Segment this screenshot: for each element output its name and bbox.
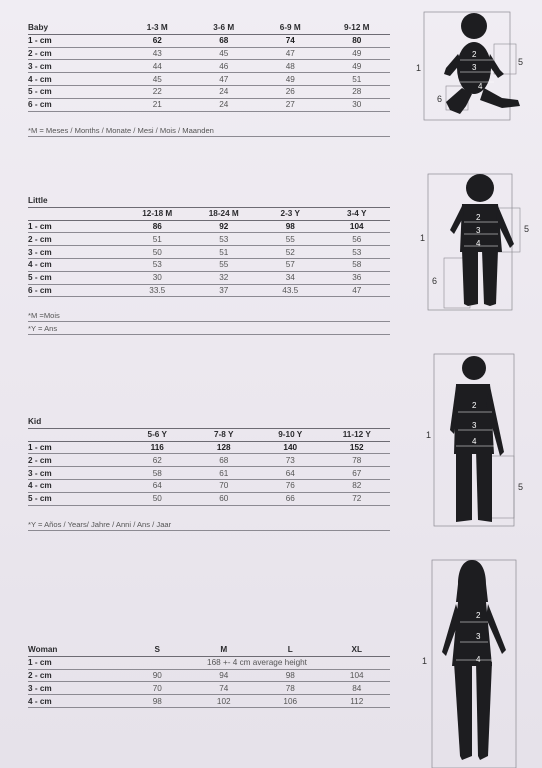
- table-cell: 58: [124, 467, 191, 480]
- table-cell: 72: [324, 492, 391, 505]
- figure-label: 3: [476, 226, 481, 235]
- table-cell: 60: [191, 492, 258, 505]
- table-row: [28, 60, 390, 73]
- table-row: [28, 682, 390, 695]
- table-cell: 47: [257, 47, 324, 60]
- column-header: 3-4 Y: [324, 207, 391, 220]
- table-cell: 152: [324, 441, 391, 454]
- table-cell: 45: [191, 47, 258, 60]
- table-cell: 48: [257, 60, 324, 73]
- table-cell: 50: [124, 492, 191, 505]
- woman-silhouette-icon: [416, 556, 536, 768]
- woman-size-table: [28, 644, 390, 708]
- figure-label: 3: [476, 632, 481, 641]
- table-cell: 98: [257, 669, 324, 682]
- figure-label: 4: [476, 239, 481, 248]
- table-header-row: [28, 428, 390, 441]
- table-title-row: [28, 416, 390, 428]
- table-header-row: [28, 22, 390, 34]
- kid-footnote: *Y = Años / Years/ Jahre / Anni / Ans / Jaar: [28, 518, 390, 531]
- table-cell: 21: [124, 98, 191, 111]
- table-cell: 106: [257, 695, 324, 708]
- table-cell: 47: [324, 284, 391, 297]
- table-cell: 33.5: [124, 284, 191, 297]
- table-cell: 128: [191, 441, 258, 454]
- table-cell: 104: [324, 220, 391, 233]
- row-label: 2 - cm: [28, 669, 124, 682]
- row-label: 5 - cm: [28, 271, 124, 284]
- table-cell: 28: [324, 85, 391, 98]
- table-row: [28, 233, 390, 246]
- row-label: 1 - cm: [28, 220, 124, 233]
- table-cell: 56: [324, 233, 391, 246]
- table-cell: 26: [257, 85, 324, 98]
- table-cell: 37: [191, 284, 258, 297]
- table-cell: 45: [124, 73, 191, 86]
- column-header: 2-3 Y: [257, 207, 324, 220]
- column-header: 7-8 Y: [191, 428, 258, 441]
- table-row: [28, 454, 390, 467]
- table-cell: 49: [257, 73, 324, 86]
- table-cell: 24: [191, 98, 258, 111]
- table-cell: 51: [124, 233, 191, 246]
- figure-label: 1: [416, 63, 422, 73]
- table-cell: 78: [324, 454, 391, 467]
- little-footnote-months: *M =Mois: [28, 309, 390, 322]
- table-cell: 51: [191, 246, 258, 259]
- row-label: 5 - cm: [28, 492, 124, 505]
- table-cell: 73: [257, 454, 324, 467]
- woman-size-section: [28, 644, 390, 708]
- figure-label: 5: [518, 57, 524, 67]
- table-cell: 64: [257, 467, 324, 480]
- table-cell: 24: [191, 85, 258, 98]
- table-row: [28, 656, 390, 669]
- table-cell: 86: [124, 220, 191, 233]
- table-header-row: [28, 207, 390, 220]
- table-cell: 22: [124, 85, 191, 98]
- little-footnote-years: *Y = Ans: [28, 322, 390, 335]
- figure-label: 4: [472, 437, 477, 446]
- table-cell: 27: [257, 98, 324, 111]
- column-header: 12-18 M: [124, 207, 191, 220]
- table-cell: 30: [124, 271, 191, 284]
- row-label: 1 - cm: [28, 34, 124, 47]
- row-label: 2 - cm: [28, 233, 124, 246]
- table-cell: 53: [324, 246, 391, 259]
- table-header-row: [28, 644, 390, 656]
- baby-silhouette-icon: [412, 10, 532, 122]
- table-row: [28, 441, 390, 454]
- figure-label: 6: [437, 94, 443, 104]
- column-header: 9-12 M: [324, 22, 391, 34]
- row-label: 2 - cm: [28, 454, 124, 467]
- figure-label: 2: [476, 611, 481, 620]
- kid-size-section: [28, 416, 390, 531]
- figure-label: 2: [472, 401, 477, 410]
- kid-size-table: [28, 416, 390, 506]
- table-cell: 112: [324, 695, 391, 708]
- figure-label: 6: [432, 276, 438, 286]
- table-cell: 55: [191, 258, 258, 271]
- table-cell: 68: [191, 454, 258, 467]
- figure-label: 3: [472, 421, 477, 430]
- table-cell: 43: [124, 47, 191, 60]
- table-cell: 47: [191, 73, 258, 86]
- table-cell: 61: [191, 467, 258, 480]
- table-cell: 55: [257, 233, 324, 246]
- column-header: 11-12 Y: [324, 428, 391, 441]
- figure-label: 5: [524, 224, 530, 234]
- baby-footnote: *M = Meses / Months / Monate / Mesi / Mois / Maanden: [28, 124, 390, 137]
- table-title-row: [28, 195, 390, 207]
- table-row: [28, 98, 390, 111]
- little-size-section: [28, 195, 390, 335]
- table-cell: 74: [191, 682, 258, 695]
- table-row: [28, 695, 390, 708]
- row-label: 3 - cm: [28, 682, 124, 695]
- column-header: 5-6 Y: [124, 428, 191, 441]
- table-cell: 53: [124, 258, 191, 271]
- figure-label: 4: [476, 655, 481, 664]
- table-row: [28, 669, 390, 682]
- table-row: [28, 34, 390, 47]
- row-label: 3 - cm: [28, 467, 124, 480]
- table-cell: 30: [324, 98, 391, 111]
- table-cell: 51: [324, 73, 391, 86]
- average-height-note: 168 +- 4 cm average height: [124, 656, 390, 669]
- column-header: 6-9 M: [257, 22, 324, 34]
- table-cell: 43.5: [257, 284, 324, 297]
- figure-label: 5: [518, 482, 524, 492]
- row-label: 6 - cm: [28, 98, 124, 111]
- row-label: 3 - cm: [28, 246, 124, 259]
- figure-label: 3: [472, 63, 477, 72]
- table-cell: 140: [257, 441, 324, 454]
- figure-label: 1: [422, 656, 428, 666]
- table-cell: 66: [257, 492, 324, 505]
- row-label: 1 - cm: [28, 656, 124, 669]
- table-cell: 76: [257, 479, 324, 492]
- table-row: [28, 492, 390, 505]
- table-cell: 49: [324, 47, 391, 60]
- figure-label: 2: [472, 50, 477, 59]
- column-header: S: [124, 644, 191, 656]
- little-title: Little: [28, 195, 124, 207]
- figure-label: 2: [476, 213, 481, 222]
- baby-size-section: [28, 22, 390, 137]
- table-row: [28, 220, 390, 233]
- woman-title: Woman: [28, 644, 124, 656]
- table-cell: 62: [124, 454, 191, 467]
- table-cell: 78: [257, 682, 324, 695]
- table-row: [28, 479, 390, 492]
- table-cell: 49: [324, 60, 391, 73]
- table-cell: 36: [324, 271, 391, 284]
- baby-measurement-figure: [412, 10, 532, 122]
- column-header: 1-3 M: [124, 22, 191, 34]
- table-cell: 57: [257, 258, 324, 271]
- table-cell: 50: [124, 246, 191, 259]
- table-cell: 53: [191, 233, 258, 246]
- row-label: 5 - cm: [28, 85, 124, 98]
- figure-label: 1: [420, 233, 426, 243]
- row-label: 3 - cm: [28, 60, 124, 73]
- woman-measurement-figure: [416, 556, 536, 768]
- table-cell: 102: [191, 695, 258, 708]
- table-row: [28, 271, 390, 284]
- table-row: [28, 467, 390, 480]
- table-cell: 34: [257, 271, 324, 284]
- table-row: [28, 246, 390, 259]
- table-cell: 90: [124, 669, 191, 682]
- column-header: L: [257, 644, 324, 656]
- table-cell: 68: [191, 34, 258, 47]
- table-cell: 116: [124, 441, 191, 454]
- little-size-table: [28, 195, 390, 297]
- row-label: 4 - cm: [28, 73, 124, 86]
- table-cell: 70: [124, 682, 191, 695]
- table-row: [28, 73, 390, 86]
- row-label: 4 - cm: [28, 258, 124, 271]
- table-cell: 84: [324, 682, 391, 695]
- table-row: [28, 85, 390, 98]
- column-header: 3-6 M: [191, 22, 258, 34]
- table-cell: 98: [124, 695, 191, 708]
- table-cell: 64: [124, 479, 191, 492]
- row-label: 6 - cm: [28, 284, 124, 297]
- table-cell: 80: [324, 34, 391, 47]
- table-row: [28, 258, 390, 271]
- figure-label: 1: [426, 430, 432, 440]
- table-cell: 70: [191, 479, 258, 492]
- row-label: 4 - cm: [28, 479, 124, 492]
- table-cell: 98: [257, 220, 324, 233]
- table-row: [28, 284, 390, 297]
- row-label: 4 - cm: [28, 695, 124, 708]
- table-cell: 58: [324, 258, 391, 271]
- row-label: 1 - cm: [28, 441, 124, 454]
- table-cell: 74: [257, 34, 324, 47]
- figure-label: 4: [478, 82, 483, 91]
- baby-size-table: [28, 22, 390, 112]
- kid-title: Kid: [28, 416, 124, 428]
- table-cell: 104: [324, 669, 391, 682]
- column-header: 18-24 M: [191, 207, 258, 220]
- table-cell: 67: [324, 467, 391, 480]
- kid-silhouette-icon: [420, 350, 536, 528]
- row-label: 2 - cm: [28, 47, 124, 60]
- baby-title: Baby: [28, 22, 124, 34]
- table-cell: 52: [257, 246, 324, 259]
- column-header: M: [191, 644, 258, 656]
- column-header: XL: [324, 644, 391, 656]
- table-cell: 32: [191, 271, 258, 284]
- table-cell: 44: [124, 60, 191, 73]
- kid-measurement-figure: [420, 350, 536, 528]
- little-measurement-figure: [414, 170, 536, 312]
- table-cell: 94: [191, 669, 258, 682]
- little-silhouette-icon: [414, 170, 536, 312]
- table-cell: 62: [124, 34, 191, 47]
- table-cell: 46: [191, 60, 258, 73]
- table-cell: 82: [324, 479, 391, 492]
- table-row: [28, 47, 390, 60]
- column-header: 9-10 Y: [257, 428, 324, 441]
- table-cell: 92: [191, 220, 258, 233]
